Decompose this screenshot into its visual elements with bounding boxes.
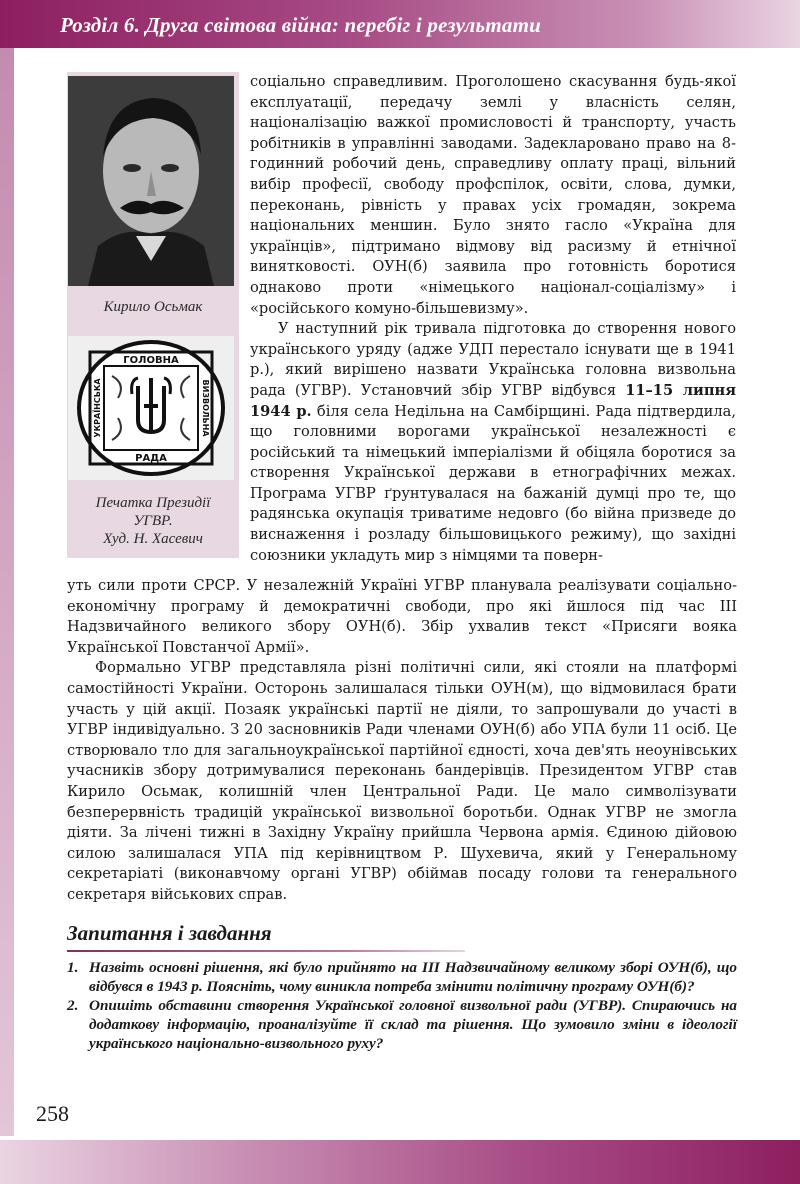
paragraph-2 xyxy=(250,319,736,566)
chapter-header-bar xyxy=(0,0,800,48)
paragraph-1: соціально справедливим. Проголошено скасування будь-якої експлуатації, передачу землі у власність селян, націоналізацію важкої промисловості й транспорту, участь робітників в управлінні заводами. Задекларовано право на 8-годинний робочий день, справедливу оплату праці, вільний вибір професії, свободу профспілок, освіти, слова, думки, переконань, рівність у правах усіх громадян, зокрема національних меншин. Було знято гасло «Україна для українців», підтримано відмову від расизму й етнічної винятковості. ОУН(б) заявила про готовність боротися однаково проти «німецького націонал-соціалізму» і «російського комуно-більшевизму». xyxy=(250,73,736,317)
seal-text-right: ВИЗВОЛЬНА xyxy=(201,379,210,437)
chapter-title: Розділ 6. Друга світова війна: перебіг і результати xyxy=(60,13,541,37)
portrait-illustration xyxy=(68,76,234,286)
seal-text-left: УКРАЇНСЬКА xyxy=(93,378,102,438)
seal-illustration xyxy=(68,336,234,480)
seal-text-top: ГОЛОВНА xyxy=(123,355,179,366)
text-column-right xyxy=(250,72,736,566)
questions-list xyxy=(67,958,737,1053)
question-number: 2. xyxy=(67,997,79,1014)
seal-caption-line3: Худ. Н. Хасевич xyxy=(103,531,203,547)
paragraph-2-continued: уть сили проти СРСР. У незалежній Україні УГВР планувала реалізувати соціально-економічну програму й демократичні свободи, про які йшлося під час III Надзвичайного великого збору ОУН(б). Збір ухвалив текст «Присяги вояка Української Повстанчої Армії». xyxy=(67,577,737,656)
portrait-image xyxy=(68,76,234,286)
paragraph-2-part2: біля села Недільна на Самбірщині. Рада підтвердила, що головними ворогами української незалежності є російський та німецький імперіалізми й обіцяла боротися за створення Української держави в етнографічних межах. Програма УГВР ґрунтувалася на бажаній думці про те, що радянська окупація триватиме недовго (бо війна призведе до виснаження і розладу більшовицького режиму), що західні союзники укладуть мир з німцями та поверн- xyxy=(250,402,736,564)
paragraph-2-part1: У наступний рік тривала підготовка до створення нового українського уряду (адже УДП перестало існувати ще в 1941 р.), який вирішено назвати Українська головна визвольна рада (УГВР). Установчий збір УГВР відбувся xyxy=(250,320,736,399)
left-decorative-strip xyxy=(0,48,14,1136)
seal-image xyxy=(68,336,234,480)
seal-caption-line1: Печатка Президії xyxy=(95,495,211,511)
paragraph-2-date: 11–15 липня 1944 р. xyxy=(250,381,736,420)
question-number: 1. xyxy=(67,959,79,976)
question-item xyxy=(67,958,737,996)
seal-text-bottom: РАДА xyxy=(135,453,167,464)
seal-caption-line2: УГВР. xyxy=(133,513,173,529)
question-text: Опишіть обставини створення Української головної визвольної ради (УГВР). Спираючись на додаткову інформацію, проаналізуйте її склад та рішення. Що зумовило зміни в ідеології українського національно-визвольного руху? xyxy=(89,997,737,1052)
text-column-full xyxy=(67,576,737,906)
seal-caption xyxy=(67,494,239,548)
paragraph-3: Формально УГВР представляла різні політичні сили, які стояли на платформі самостійності України. Осторонь залишалася тільки ОУН(м), що відмовилася брати участь у цій акції. Позаяк українські партії не діяли, то запрошували до участі в УГВР індивідуально. З 20 засновників Ради членами ОУН(б) або УПА були 11 осіб. Це створювало тло для загальноукраїнської партійної єдності, хоча дев'ять неоунівських учасників збору дотримувалися переконань бандерівців. Президентом УГВР став Кирило Осьмак, колишній член Центральної Ради. Це мало символізувати безперервність традицій української визвольної боротьби. Однак УГВР не змогла діяти. За лічені тижні в Західну Україну прийшла Червона армія. Єдиною дійовою силою залишалася УПА під керівництвом Р. Шухевича, який у Генеральному секретаріаті (виконавчому органі УГВР) обіймав посаду голови та генерального секретаря військових справ. xyxy=(67,659,737,903)
question-item xyxy=(67,996,737,1053)
footer-bar xyxy=(0,1140,800,1184)
questions-heading: Запитання і завдання xyxy=(67,921,272,945)
portrait-caption: Кирило Осьмак xyxy=(103,299,203,315)
questions-heading-rule xyxy=(67,950,465,952)
page-number: 258 xyxy=(36,1101,69,1126)
trident-icon xyxy=(132,378,171,432)
question-text: Назвіть основні рішення, які було прийнято на III Надзвичайному великому зборі ОУН(б), що відбувся в 1943 р. Поясніть, чому виникла потреба змінити політичну програму ОУН(б)? xyxy=(89,959,737,995)
